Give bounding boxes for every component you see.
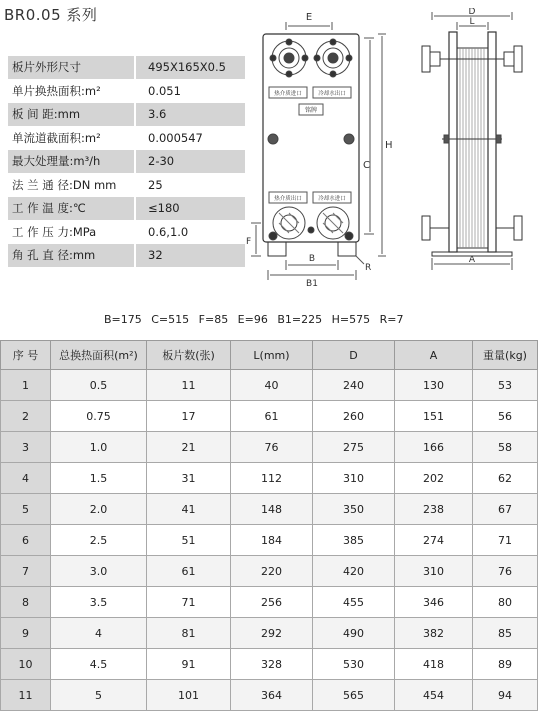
cell: 3: [1, 432, 51, 463]
cell: 76: [473, 556, 538, 587]
cell: 166: [395, 432, 473, 463]
table-row: [1, 649, 538, 680]
cell: 4: [1, 463, 51, 494]
cell: 53: [473, 370, 538, 401]
cell: 6: [1, 525, 51, 556]
table-row: [1, 680, 538, 711]
cell: 2.0: [51, 494, 147, 525]
cell: 292: [231, 618, 313, 649]
cell: 364: [231, 680, 313, 711]
cell: 81: [147, 618, 231, 649]
side-view: [422, 8, 522, 270]
col-seq: 序 号: [1, 341, 51, 370]
spec-row: [8, 173, 245, 197]
model-table: [0, 340, 538, 711]
spec-row: [8, 244, 245, 268]
table-row: [1, 370, 538, 401]
cell: 67: [473, 494, 538, 525]
cold-in-label: 冷却水进口: [318, 196, 346, 202]
spec-label: 法 兰 通 径:DN mm: [8, 173, 134, 197]
spec-value: 495X165X0.5: [136, 56, 245, 79]
table-row: [1, 463, 538, 494]
cell: 94: [473, 680, 538, 711]
cold-out-label: 冷却水出口: [318, 91, 346, 97]
cell: 85: [473, 618, 538, 649]
cell: 11: [147, 370, 231, 401]
dimension-parameters: B=175 C=515 F=85 E=96 B1=225 H=575 R=7: [104, 313, 404, 326]
spec-table: [8, 56, 245, 268]
cell: 112: [231, 463, 313, 494]
spec-label: 单流道截面积:m²: [8, 126, 134, 150]
col-a: A: [395, 341, 473, 370]
cell: 58: [473, 432, 538, 463]
dim-f-label: F: [246, 237, 252, 247]
cell: 530: [313, 649, 395, 680]
dim-r-label: R: [365, 263, 372, 273]
cell: 5: [1, 494, 51, 525]
col-weight: 重量(kg): [473, 341, 538, 370]
cell: 7: [1, 556, 51, 587]
dim-c-label: C: [363, 160, 370, 171]
port-bottom-left: [273, 207, 305, 239]
dim-l-label: L: [469, 17, 475, 27]
spec-row: [8, 150, 245, 174]
cell: 274: [395, 525, 473, 556]
spec-value: 2-30: [136, 150, 245, 174]
hot-out-label: 热介质出口: [274, 196, 302, 202]
cell: 3.5: [51, 587, 147, 618]
cell: 202: [395, 463, 473, 494]
cell: 350: [313, 494, 395, 525]
cell: 418: [395, 649, 473, 680]
cell: 21: [147, 432, 231, 463]
spec-label: 工 作 压 力:MPa: [8, 220, 134, 244]
spec-row: [8, 103, 245, 127]
table-header-row: [1, 341, 538, 370]
cell: 31: [147, 463, 231, 494]
cell: 310: [395, 556, 473, 587]
spec-value: 0.051: [136, 79, 245, 103]
dim-b1-label: B1: [306, 279, 318, 288]
cell: 151: [395, 401, 473, 432]
table-row: [1, 618, 538, 649]
cell: 2.5: [51, 525, 147, 556]
cell: 41: [147, 494, 231, 525]
cell: 51: [147, 525, 231, 556]
cell: 2: [1, 401, 51, 432]
cell: 490: [313, 618, 395, 649]
table-row: [1, 587, 538, 618]
dim-e-label: E: [305, 12, 313, 23]
cell: 17: [147, 401, 231, 432]
spec-row: [8, 197, 245, 221]
cell: 40: [231, 370, 313, 401]
cell: 420: [313, 556, 395, 587]
spec-row: [8, 79, 245, 103]
cell: 1: [1, 370, 51, 401]
spec-row: [8, 56, 245, 79]
table-row: [1, 401, 538, 432]
page-title: BR0.05 系列: [4, 6, 98, 24]
cell: 101: [147, 680, 231, 711]
cell: 56: [473, 401, 538, 432]
col-area: 总换热面积(m²): [51, 341, 147, 370]
cell: 275: [313, 432, 395, 463]
dim-b-label: B: [308, 254, 316, 264]
cell: 0.75: [51, 401, 147, 432]
cell: 382: [395, 618, 473, 649]
dim-h-label: H: [385, 140, 393, 151]
spec-label: 最大处理量:m³/h: [8, 150, 134, 174]
heat-exchanger-drawing: [246, 8, 536, 288]
col-d: D: [313, 341, 395, 370]
cell: 89: [473, 649, 538, 680]
cell: 220: [231, 556, 313, 587]
spec-value: 25: [136, 173, 245, 197]
cell: 260: [313, 401, 395, 432]
cell: 80: [473, 587, 538, 618]
spec-label: 单片换热面积:m²: [8, 79, 134, 103]
spec-label: 工 作 温 度:℃: [8, 197, 134, 221]
cell: 328: [231, 649, 313, 680]
cell: 11: [1, 680, 51, 711]
spec-row: [8, 220, 245, 244]
dim-d-label: D: [468, 8, 476, 17]
cell: 61: [231, 401, 313, 432]
cell: 71: [473, 525, 538, 556]
cell: 184: [231, 525, 313, 556]
cell: 3.0: [51, 556, 147, 587]
cell: 62: [473, 463, 538, 494]
port-top-right: [314, 39, 352, 77]
col-plates: 板片数(张): [147, 341, 231, 370]
cell: 8: [1, 587, 51, 618]
cell: 0.5: [51, 370, 147, 401]
cell: 238: [395, 494, 473, 525]
cell: 455: [313, 587, 395, 618]
table-row: [1, 556, 538, 587]
cell: 1.0: [51, 432, 147, 463]
table-row: [1, 494, 538, 525]
spec-label: 板片外形尺寸: [8, 56, 134, 79]
spec-label: 角 孔 直 径:mm: [8, 244, 134, 268]
spec-label: 板 间 距:mm: [8, 103, 134, 127]
port-top-left: [270, 39, 308, 77]
spec-value: 0.6,1.0: [136, 220, 245, 244]
spec-value: 32: [136, 244, 245, 268]
cell: 4: [51, 618, 147, 649]
cell: 4.5: [51, 649, 147, 680]
cell: 76: [231, 432, 313, 463]
cell: 148: [231, 494, 313, 525]
cell: 130: [395, 370, 473, 401]
table-row: [1, 525, 538, 556]
spec-value: ≤180: [136, 197, 245, 221]
nameplate-label: 铭牌: [304, 107, 318, 114]
col-l: L(mm): [231, 341, 313, 370]
spec-row: [8, 126, 245, 150]
cell: 10: [1, 649, 51, 680]
cell: 5: [51, 680, 147, 711]
spec-value: 0.000547: [136, 126, 245, 150]
cell: 91: [147, 649, 231, 680]
cell: 346: [395, 587, 473, 618]
front-view: [246, 12, 393, 288]
cell: 9: [1, 618, 51, 649]
cell: 240: [313, 370, 395, 401]
hot-in-label: 热介质进口: [274, 91, 302, 97]
port-bottom-right: [317, 207, 349, 239]
cell: 1.5: [51, 463, 147, 494]
cell: 565: [313, 680, 395, 711]
cell: 71: [147, 587, 231, 618]
dim-a-label: A: [468, 255, 476, 265]
cell: 310: [313, 463, 395, 494]
cell: 61: [147, 556, 231, 587]
table-row: [1, 432, 538, 463]
cell: 256: [231, 587, 313, 618]
cell: 454: [395, 680, 473, 711]
cell: 385: [313, 525, 395, 556]
spec-value: 3.6: [136, 103, 245, 127]
